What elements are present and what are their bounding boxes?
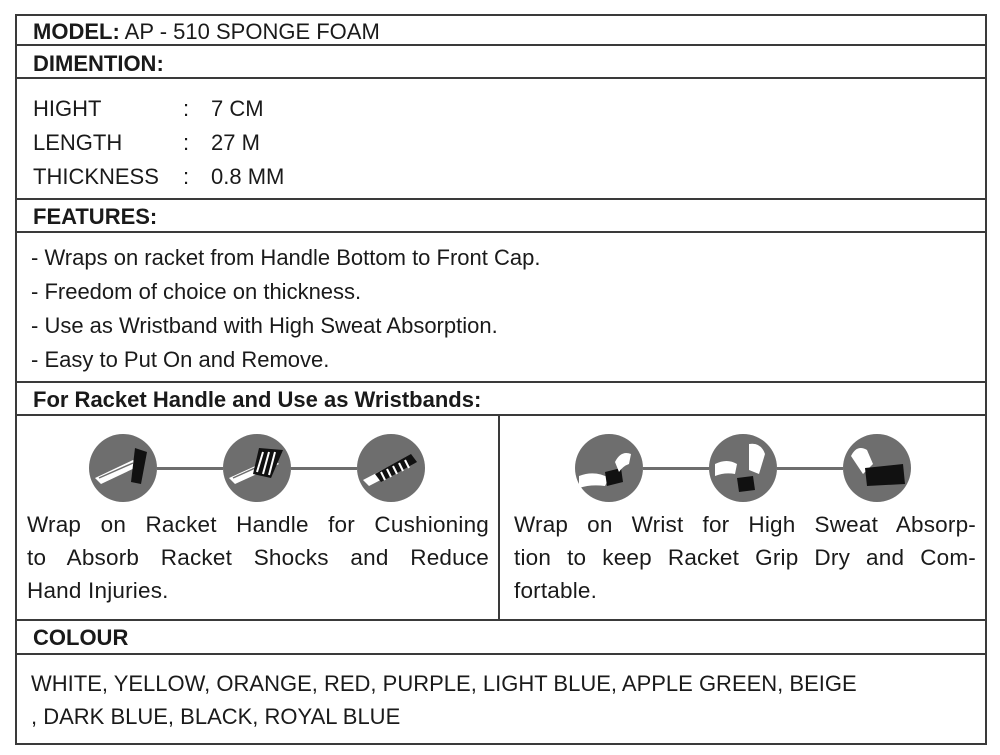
description-line: Wrap on Racket Handle for Cushioning [27, 512, 489, 537]
product-spec-sheet [15, 14, 987, 745]
features-heading-row [17, 200, 985, 233]
racket-handle-step1-icon [89, 434, 157, 502]
racket-handle-step2-icon [223, 434, 291, 502]
description-line: Wrap on Wrist for High Sweat Absorp- [514, 512, 976, 537]
features-list [17, 233, 985, 383]
colour-heading: COLOUR [33, 625, 129, 650]
wrist-step1-icon [575, 434, 643, 502]
model-label: MODEL: [33, 19, 120, 44]
racket-handle-steps [89, 434, 429, 504]
description-line: to Absorb Racket Shocks and Reduce [27, 545, 489, 570]
dimention-colon: : [183, 96, 190, 121]
colour-heading-row [17, 621, 985, 655]
wrist-steps [575, 434, 915, 504]
dimention-row-thickness [33, 165, 284, 189]
features-heading: FEATURES: [33, 204, 158, 229]
colour-list [31, 667, 857, 733]
dimention-label: HIGHT [33, 96, 102, 121]
step-connector [157, 467, 223, 470]
feature-item: - Freedom of choice on thickness. [31, 279, 362, 304]
feature-item: - Easy to Put On and Remove. [31, 347, 330, 372]
wrist-step2-icon [709, 434, 777, 502]
description-line: tion to keep Racket Grip Dry and Com- [514, 545, 976, 570]
usage-heading: For Racket Handle and Use as Wristbands: [33, 387, 482, 412]
usage-heading-row [17, 383, 985, 416]
description-line: fortable. [514, 578, 598, 603]
dimention-heading: DIMENTION: [33, 51, 164, 76]
dimention-row-length [33, 131, 260, 155]
dimention-label: LENGTH [33, 130, 123, 155]
dimention-row-hight [33, 97, 264, 121]
wrist-step3-icon [843, 434, 911, 502]
dimention-value: 0.8 MM [211, 164, 285, 189]
usage-divider [498, 416, 500, 621]
feature-item: - Wraps on racket from Handle Bottom to Front Cap. [31, 245, 541, 270]
model-row [17, 16, 985, 46]
step-connector [291, 467, 357, 470]
step-connector [777, 467, 843, 470]
racket-handle-description [27, 508, 489, 607]
wrist-description [514, 508, 976, 607]
colour-line: , DARK BLUE, BLACK, ROYAL BLUE [31, 704, 401, 729]
step-connector [643, 467, 709, 470]
dimention-value: 7 CM [211, 96, 264, 121]
model-value: AP - 510 SPONGE FOAM [124, 19, 380, 44]
description-line: Hand Injuries. [27, 578, 169, 603]
dimention-colon: : [183, 130, 190, 155]
dimention-label: THICKNESS [33, 164, 159, 189]
colour-line: WHITE, YELLOW, ORANGE, RED, PURPLE, LIGHT BLUE, APPLE GREEN, BEIGE [31, 671, 857, 696]
model-text [33, 20, 380, 44]
dimention-heading-row [17, 46, 985, 79]
racket-handle-step3-icon [357, 434, 425, 502]
dimention-value: 27 M [211, 130, 260, 155]
feature-item: - Use as Wristband with High Sweat Absorption. [31, 313, 498, 338]
dimention-colon: : [183, 164, 190, 189]
dimention-values [17, 79, 985, 200]
